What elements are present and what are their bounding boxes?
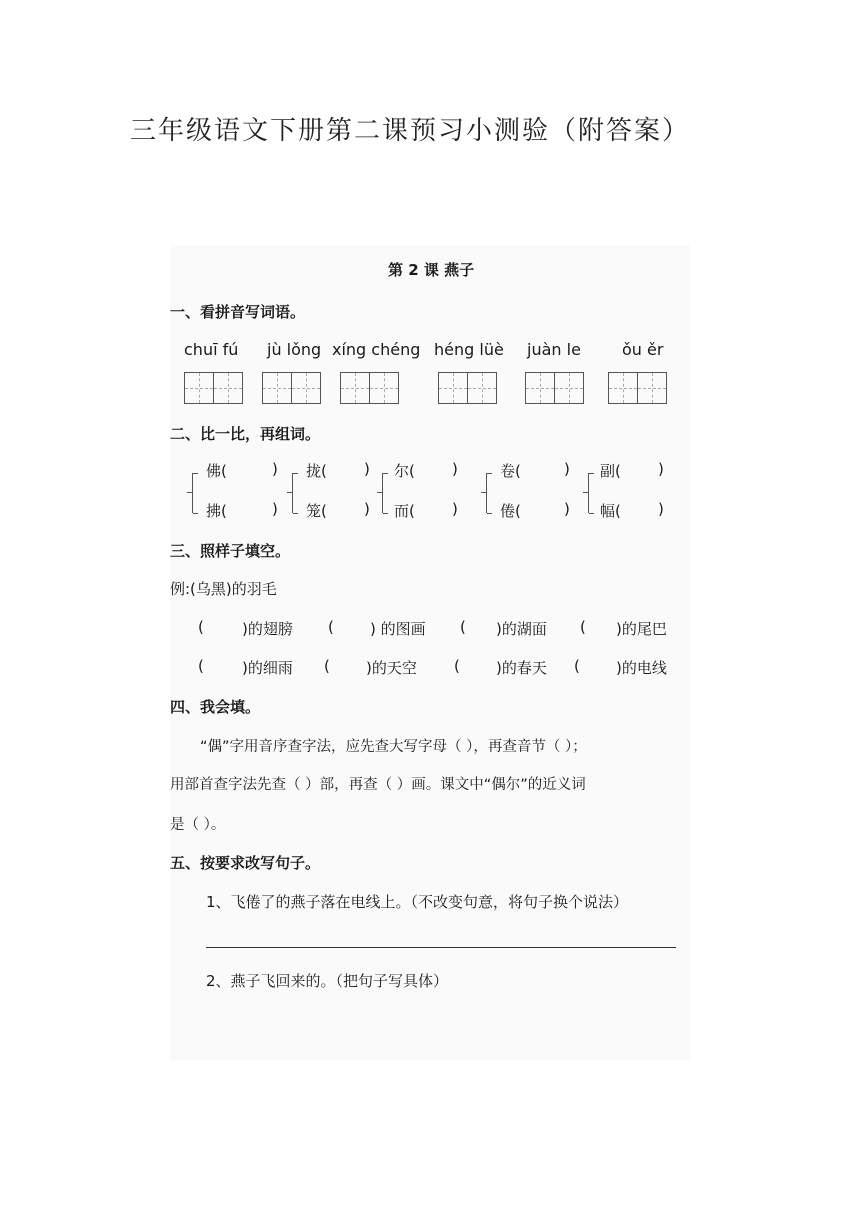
writing-grid-2[interactable] (262, 372, 321, 404)
pinyin-3: xíng chéng (332, 340, 421, 359)
writing-grid-6[interactable] (608, 372, 667, 404)
fill-paragraph-line-2: 用部首查字法先查（ ）部，再查（ ）画。课文中“偶尔”的近义词 (170, 777, 586, 793)
fill-open: ( (198, 618, 204, 636)
fill-paragraph-line-3: 是（ ）。 (170, 817, 226, 833)
pinyin-1: chuī fú (184, 340, 239, 359)
compare-close: ) (364, 500, 370, 518)
lesson-title: 第 2 课 燕子 (388, 261, 475, 279)
pinyin-2: jù lǒng (267, 340, 322, 359)
compare-close: ) (658, 500, 664, 518)
compare-close: ) (564, 500, 570, 518)
compare-close: ) (364, 460, 370, 478)
rewrite-question-2: 2、燕子飞回来的。（把句子写具体） (206, 972, 449, 990)
compare-close: ) (272, 460, 278, 478)
compare-bottom-1: 拂( (206, 502, 227, 520)
compare-top-2: 拢( (306, 462, 327, 480)
fill-open: ( (454, 657, 460, 675)
fill-phrase: )的翅膀 (242, 620, 293, 638)
compare-top-4: 卷( (500, 462, 521, 480)
fill-phrase: ) 的图画 (370, 620, 426, 638)
compare-close: ) (658, 460, 664, 478)
fill-open: ( (460, 618, 466, 636)
brace-icon (486, 473, 493, 513)
fill-open: ( (198, 657, 204, 675)
compare-top-5: 副( (600, 462, 621, 480)
compare-close: ) (564, 460, 570, 478)
compare-close: ) (452, 500, 458, 518)
compare-bottom-4: 倦( (500, 502, 521, 520)
section-5-heading: 五、按要求改写句子。 (170, 854, 321, 872)
fill-phrase: )的湖面 (496, 620, 547, 638)
fill-phrase: )的电线 (616, 659, 667, 677)
fill-phrase: )的尾巴 (616, 620, 667, 638)
section-3-heading: 三、照样子填空。 (170, 542, 291, 560)
writing-grid-3[interactable] (340, 372, 399, 404)
section-1-heading: 一、看拼音写词语。 (170, 303, 306, 321)
writing-grid-4[interactable] (438, 372, 497, 404)
compare-bottom-3: 而( (394, 502, 415, 520)
answer-line[interactable] (206, 947, 676, 948)
brace-icon (382, 473, 389, 513)
document-title: 三年级语文下册第二课预习小测验（附答案） (130, 116, 691, 146)
compare-close: ) (452, 460, 458, 478)
compare-top-1: 佛( (206, 462, 227, 480)
writing-grid-1[interactable] (184, 372, 243, 404)
fill-phrase: )的细雨 (242, 659, 293, 677)
worksheet-image (170, 245, 690, 1060)
pinyin-5: juàn le (527, 340, 581, 359)
fill-phrase: )的春天 (496, 659, 547, 677)
pinyin-4: héng lüè (434, 340, 504, 359)
compare-bottom-2: 笼( (306, 502, 327, 520)
fill-open: ( (324, 657, 330, 675)
section-4-heading: 四、我会填。 (170, 698, 261, 716)
brace-icon (292, 473, 299, 513)
example-text: 例:(乌黑)的羽毛 (170, 580, 277, 598)
compare-bottom-5: 幅( (600, 502, 621, 520)
brace-icon (192, 473, 199, 513)
brace-icon (588, 473, 595, 513)
fill-open: ( (328, 618, 334, 636)
compare-close: ) (272, 500, 278, 518)
fill-open: ( (580, 618, 586, 636)
rewrite-question-1: 1、飞倦了的燕子落在电线上。（不改变句意，将句子换个说法） (206, 893, 629, 911)
fill-phrase: )的天空 (366, 659, 417, 677)
writing-grid-5[interactable] (525, 372, 584, 404)
pinyin-6: ǒu ěr (622, 340, 664, 359)
section-2-heading: 二、比一比，再组词。 (170, 425, 321, 443)
fill-paragraph-line-1: “偶”字用音序查字法，应先查大写字母（ ），再查音节（ ）； (200, 739, 587, 755)
fill-open: ( (574, 657, 580, 675)
compare-top-3: 尔( (394, 462, 415, 480)
